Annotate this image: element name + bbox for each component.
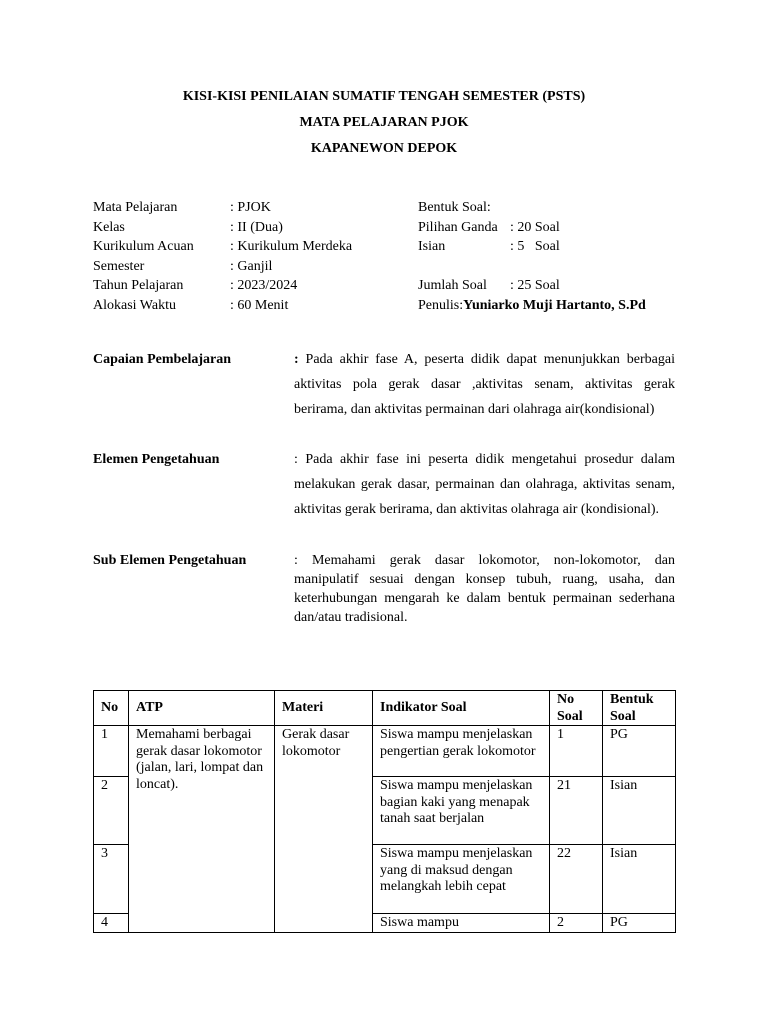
info-label: Tahun Pelajaran: [93, 278, 184, 293]
info-label: Jumlah Soal: [418, 278, 487, 293]
info-label: Isian: [418, 239, 446, 254]
info-value: : Ganjil: [230, 258, 273, 274]
cell-no: 3: [94, 845, 129, 914]
cell-no: 1: [94, 726, 129, 777]
header-bentuk-soal: Bentuk Soal: [603, 691, 676, 726]
info-label: Semester: [93, 258, 145, 274]
info-right: [418, 198, 698, 318]
doc-title-line1: KISI-KISI PENILAIAN SUMATIF TENGAH SEMESTER (PSTS): [182, 89, 586, 104]
info-value: : 25 Soal: [510, 278, 560, 293]
doc-title-line3: KAPANEWON DEPOK: [310, 141, 458, 156]
cell-indikator: Siswa mampu menjelaskan pengertian gerak lokomotor: [373, 726, 550, 777]
cell-no-soal: 2: [550, 914, 603, 933]
capaian-body: Pada akhir fase A, peserta didik dapat menunjukkan berbagai aktivitas pola gerak dasar ,aktivitas senam, aktivitas gerak berirama, dan aktivitas permainan dari olahraga air(kondisional): [294, 352, 675, 417]
cell-no-soal: 22: [550, 845, 603, 914]
cell-bentuk: PG: [603, 726, 676, 777]
cell-atp: Memahami berbagai gerak dasar lokomotor (jalan, lari, lompat dan loncat).: [129, 726, 275, 933]
info-label: Kurikulum Acuan: [93, 239, 194, 254]
info-value: : 20 Soal: [510, 219, 560, 235]
header-no-soal: No Soal: [550, 691, 603, 726]
cell-bentuk: PG: [603, 914, 676, 933]
header-atp: ATP: [129, 691, 275, 726]
capaian-colon: :: [294, 352, 299, 367]
info-label: Mata Pelajaran: [93, 200, 178, 215]
cell-no: 2: [94, 777, 129, 845]
capaian-text: [294, 347, 675, 422]
cell-materi: Gerak dasar lokomotor: [275, 726, 373, 933]
info-value: : 2023/2024: [230, 278, 298, 293]
kisi-kisi-table: [93, 690, 676, 933]
cell-indikator: Siswa mampu: [373, 914, 550, 933]
info-label: Pilihan Ganda: [418, 219, 498, 235]
cell-no: 4: [94, 914, 129, 933]
header-indikator: Indikator Soal: [373, 691, 550, 726]
sub-elemen-text: : Memahami gerak dasar lokomotor, non-lokomotor, dan manipulatif sesuai dengan konsep tubuh, ruang, usaha, dan keterhubungan mengarah ke dalam bentuk permainan sederhana dan/atau tradisional.: [294, 553, 675, 625]
info-label: Penulis:: [418, 297, 464, 313]
info-value: : PJOK: [230, 200, 271, 215]
cell-no-soal: 1: [550, 726, 603, 777]
doc-title-line2: MATA PELAJARAN PJOK: [299, 115, 469, 130]
sub-elemen-label: Sub Elemen Pengetahuan: [93, 553, 247, 568]
elemen-text: : Pada akhir fase ini peserta didik mengetahui prosedur dalam melakukan gerak dasar, permainan dan olahraga, aktivitas senam, aktivitas gerak berirama, dan aktivitas olahraga air (kondisional).: [294, 452, 675, 517]
info-label: Alokasi Waktu: [93, 297, 176, 313]
cell-no-soal: 21: [550, 777, 603, 845]
author-name: Yuniarko Muji Hartanto, S.Pd: [463, 297, 646, 313]
info-value: : 60 Menit: [230, 297, 289, 313]
info-value: : 5 Soal: [510, 239, 560, 254]
elemen-label: Elemen Pengetahuan: [93, 452, 220, 467]
header-no: No: [94, 691, 129, 726]
info-label: Kelas: [93, 219, 125, 235]
header-materi: Materi: [275, 691, 373, 726]
info-value: : Kurikulum Merdeka: [230, 239, 353, 254]
info-row-penulis: [418, 296, 698, 316]
table-row: [94, 726, 676, 777]
table-header-row: [94, 691, 676, 726]
info-value: : II (Dua): [230, 219, 283, 235]
bentuk-soal-label: Bentuk Soal:: [418, 200, 491, 215]
cell-bentuk: Isian: [603, 845, 676, 914]
cell-indikator: Siswa mampu menjelaskan bagian kaki yang menapak tanah saat berjalan: [373, 777, 550, 845]
capaian-label: Capaian Pembelajaran: [93, 352, 232, 367]
cell-bentuk: Isian: [603, 777, 676, 845]
info-left: [93, 198, 413, 318]
cell-indikator: Siswa mampu menjelaskan yang di maksud dengan melangkah lebih cepat: [373, 845, 550, 914]
